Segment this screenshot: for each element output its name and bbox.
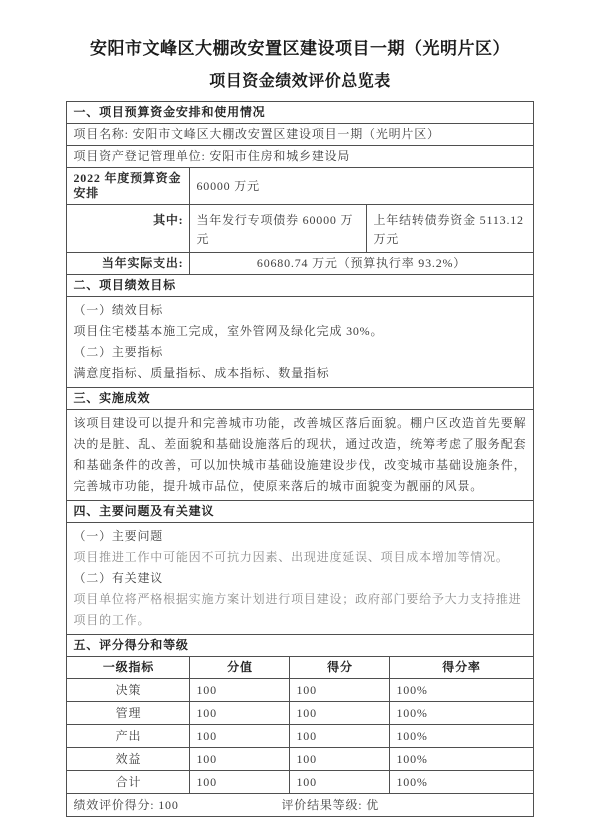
budget-label: 2022 年度预算资金安排 <box>67 168 190 205</box>
score-row-decision <box>67 679 533 702</box>
rate-cell: 100% <box>390 748 533 771</box>
table-row <box>67 794 533 817</box>
score-row-management <box>67 702 533 725</box>
score-cell: 100 <box>290 771 390 794</box>
score-table-header <box>67 657 533 679</box>
document-title: 安阳市文峰区大棚改安置区建设项目一期（光明片区） <box>90 39 510 58</box>
score-value-cell: 100 <box>190 679 290 702</box>
effect-text: 该项目建设可以提升和完善城市功能，改善城区落后面貌。棚户区改造首先要解决的是脏、乱、差面貌和基础设施落后的现状，通过改造，统筹考虑了服务配套和基础条件的改善，可以加快城市基础设施建设步伐，改变城市基础设施条件，完善城市功能，提升城市品位，使原来落后的城市面貌变为靓丽的风景。 <box>73 416 527 493</box>
table-row <box>67 124 533 146</box>
score-cell: 100 <box>290 679 390 702</box>
document-subtitle: 项目资金绩效评价总览表 <box>209 73 391 90</box>
indicator-subheading: （二）主要指标 <box>73 345 164 359</box>
indicator-cell: 合计 <box>67 771 190 794</box>
table-row <box>67 635 533 657</box>
project-name: 项目名称: 安阳市文峰区大棚改安置区建设项目一期（光明片区） <box>67 124 533 146</box>
section4-header: 四、主要问题及有关建议 <box>67 501 533 523</box>
column-header-score: 得分 <box>290 657 390 679</box>
table-row <box>67 388 533 410</box>
table-row <box>67 168 533 205</box>
suggestion-text: 项目单位将严格根据实施方案计划进行项目建设；政府部门要给予大力支持推进项目的工作。 <box>73 592 522 627</box>
column-header-indicator: 一级指标 <box>67 657 190 679</box>
section2-body <box>67 297 533 388</box>
evaluation-footer <box>67 794 533 817</box>
rate-cell: 100% <box>390 702 533 725</box>
including-label: 其中: <box>67 205 190 253</box>
section3-body <box>67 410 533 501</box>
indicator-text: 满意度指标、质量指标、成本指标、数量指标 <box>73 366 330 380</box>
evaluation-score: 绩效评价得分: 100 <box>73 797 179 812</box>
table-row <box>67 297 533 388</box>
table-row <box>67 501 533 523</box>
score-cell: 100 <box>290 702 390 725</box>
table-row <box>67 205 533 253</box>
including-carryover: 上年结转债券资金 5113.12 万元 <box>367 205 533 253</box>
score-cell: 100 <box>290 725 390 748</box>
section5-header: 五、评分得分和等级 <box>67 635 533 657</box>
score-row-output <box>67 725 533 748</box>
table-row <box>67 102 533 124</box>
asset-management-unit: 项目资产登记管理单位: 安阳市住房和城乡建设局 <box>67 146 533 168</box>
section2-header: 二、项目绩效目标 <box>67 275 533 297</box>
evaluation-grade: 评价结果等级: 优 <box>281 797 380 812</box>
rate-cell: 100% <box>390 771 533 794</box>
score-value-cell: 100 <box>190 725 290 748</box>
score-value-cell: 100 <box>190 771 290 794</box>
column-header-score-value: 分值 <box>190 657 290 679</box>
table-row <box>67 523 533 635</box>
score-value-cell: 100 <box>190 748 290 771</box>
rate-cell: 100% <box>390 679 533 702</box>
section1-header: 一、项目预算资金安排和使用情况 <box>67 102 533 124</box>
goal-text: 项目住宅楼基本施工完成，室外管网及绿化完成 30%。 <box>73 324 384 338</box>
score-row-benefit <box>67 748 533 771</box>
table-row <box>67 410 533 501</box>
suggestion-subheading: （二）有关建议 <box>73 571 164 585</box>
including-bond: 当年发行专项债券 60000 万元 <box>190 205 367 253</box>
score-row-total <box>67 771 533 794</box>
indicator-cell: 效益 <box>67 748 190 771</box>
table-row <box>67 275 533 297</box>
score-value-cell: 100 <box>190 702 290 725</box>
problem-text: 项目推进工作中可能因不可抗力因素、出现进度延误、项目成本增加等情况。 <box>73 550 509 564</box>
actual-expense-value: 60680.74 万元（预算执行率 93.2%） <box>190 253 533 275</box>
table-row <box>67 146 533 168</box>
indicator-cell: 管理 <box>67 702 190 725</box>
actual-expense-label: 当年实际支出: <box>67 253 190 275</box>
rate-cell: 100% <box>390 725 533 748</box>
goal-subheading: （一）绩效目标 <box>73 303 164 317</box>
section4-body <box>67 523 533 635</box>
overview-table <box>66 101 533 817</box>
indicator-cell: 产出 <box>67 725 190 748</box>
score-cell: 100 <box>290 748 390 771</box>
column-header-rate: 得分率 <box>390 657 533 679</box>
budget-value: 60000 万元 <box>190 168 533 205</box>
problem-subheading: （一）主要问题 <box>73 529 164 543</box>
table-row <box>67 253 533 275</box>
indicator-cell: 决策 <box>67 679 190 702</box>
section3-header: 三、实施成效 <box>67 388 533 410</box>
